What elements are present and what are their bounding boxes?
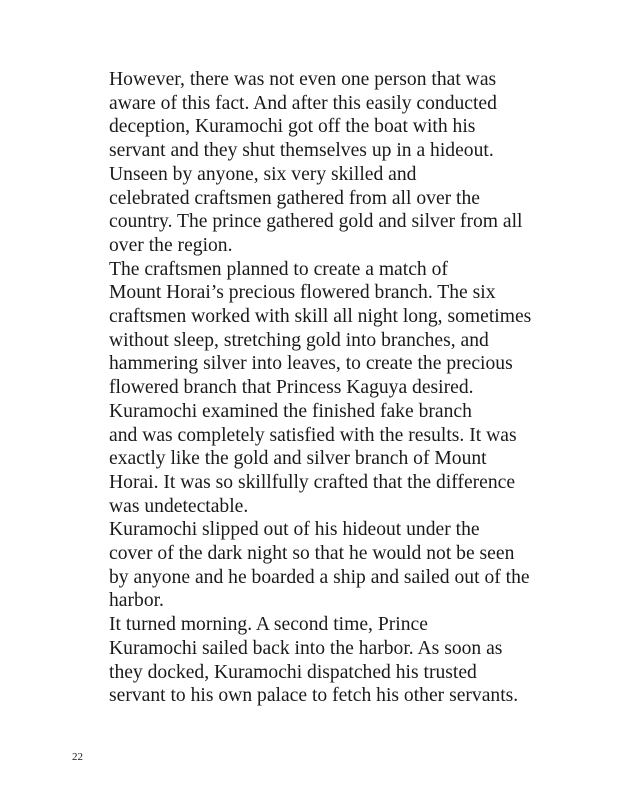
text-line: aware of this fact. And after this easily conducted <box>109 92 497 114</box>
text-line: It turned morning. A second time, Prince <box>109 614 428 636</box>
paragraph-4 <box>73 400 553 519</box>
text-line: Kuramochi sailed back into the harbor. As soon as <box>109 637 503 659</box>
text-line: Horai. It was so skillfully crafted that the difference <box>109 471 516 493</box>
paragraph-6 <box>73 613 553 708</box>
body-text <box>73 68 553 708</box>
text-line: craftsmen worked with skill all night long, sometimes <box>109 306 532 328</box>
text-line: deception, Kuramochi got off the boat with his <box>109 116 476 138</box>
text-line: Unseen by anyone, six very skilled and <box>109 163 417 185</box>
text-line: flowered branch that Princess Kaguya desired. <box>109 377 474 399</box>
text-line: However, there was not even one person that was <box>109 69 497 90</box>
text-line: hammering silver into leaves, to create the precious <box>109 353 513 375</box>
text-line: celebrated craftsmen gathered from all over the <box>109 187 480 209</box>
page-number: 22 <box>72 751 83 763</box>
paragraph-1 <box>73 68 553 163</box>
text-line: exactly like the gold and silver branch of Mount <box>109 448 487 470</box>
text-line: servant and they shut themselves up in a hideout. <box>109 140 494 162</box>
text-line: harbor. <box>109 590 164 612</box>
text-line: servant to his own palace to fetch his other servants. <box>109 685 519 707</box>
paragraph-5 <box>73 518 553 613</box>
text-line: country. The prince gathered gold and silver from all <box>109 211 523 233</box>
text-line: without sleep, stretching gold into branches, and <box>109 329 489 351</box>
text-line: The craftsmen planned to create a match of <box>109 258 448 280</box>
text-line: by anyone and he boarded a ship and sailed out of the <box>109 566 530 588</box>
paragraph-2 <box>73 163 553 258</box>
text-line: and was completely satisfied with the results. It was <box>109 424 517 446</box>
paragraph-3 <box>73 258 553 400</box>
text-line: was undetectable. <box>109 495 249 517</box>
text-line: over the region. <box>109 234 233 256</box>
text-line: Kuramochi examined the finished fake branch <box>109 400 472 422</box>
text-line: cover of the dark night so that he would not be seen <box>109 543 515 565</box>
text-line: Kuramochi slipped out of his hideout under the <box>109 519 480 541</box>
text-line: Mount Horai’s precious flowered branch. The six <box>109 282 496 304</box>
text-line: they docked, Kuramochi dispatched his trusted <box>109 661 477 683</box>
